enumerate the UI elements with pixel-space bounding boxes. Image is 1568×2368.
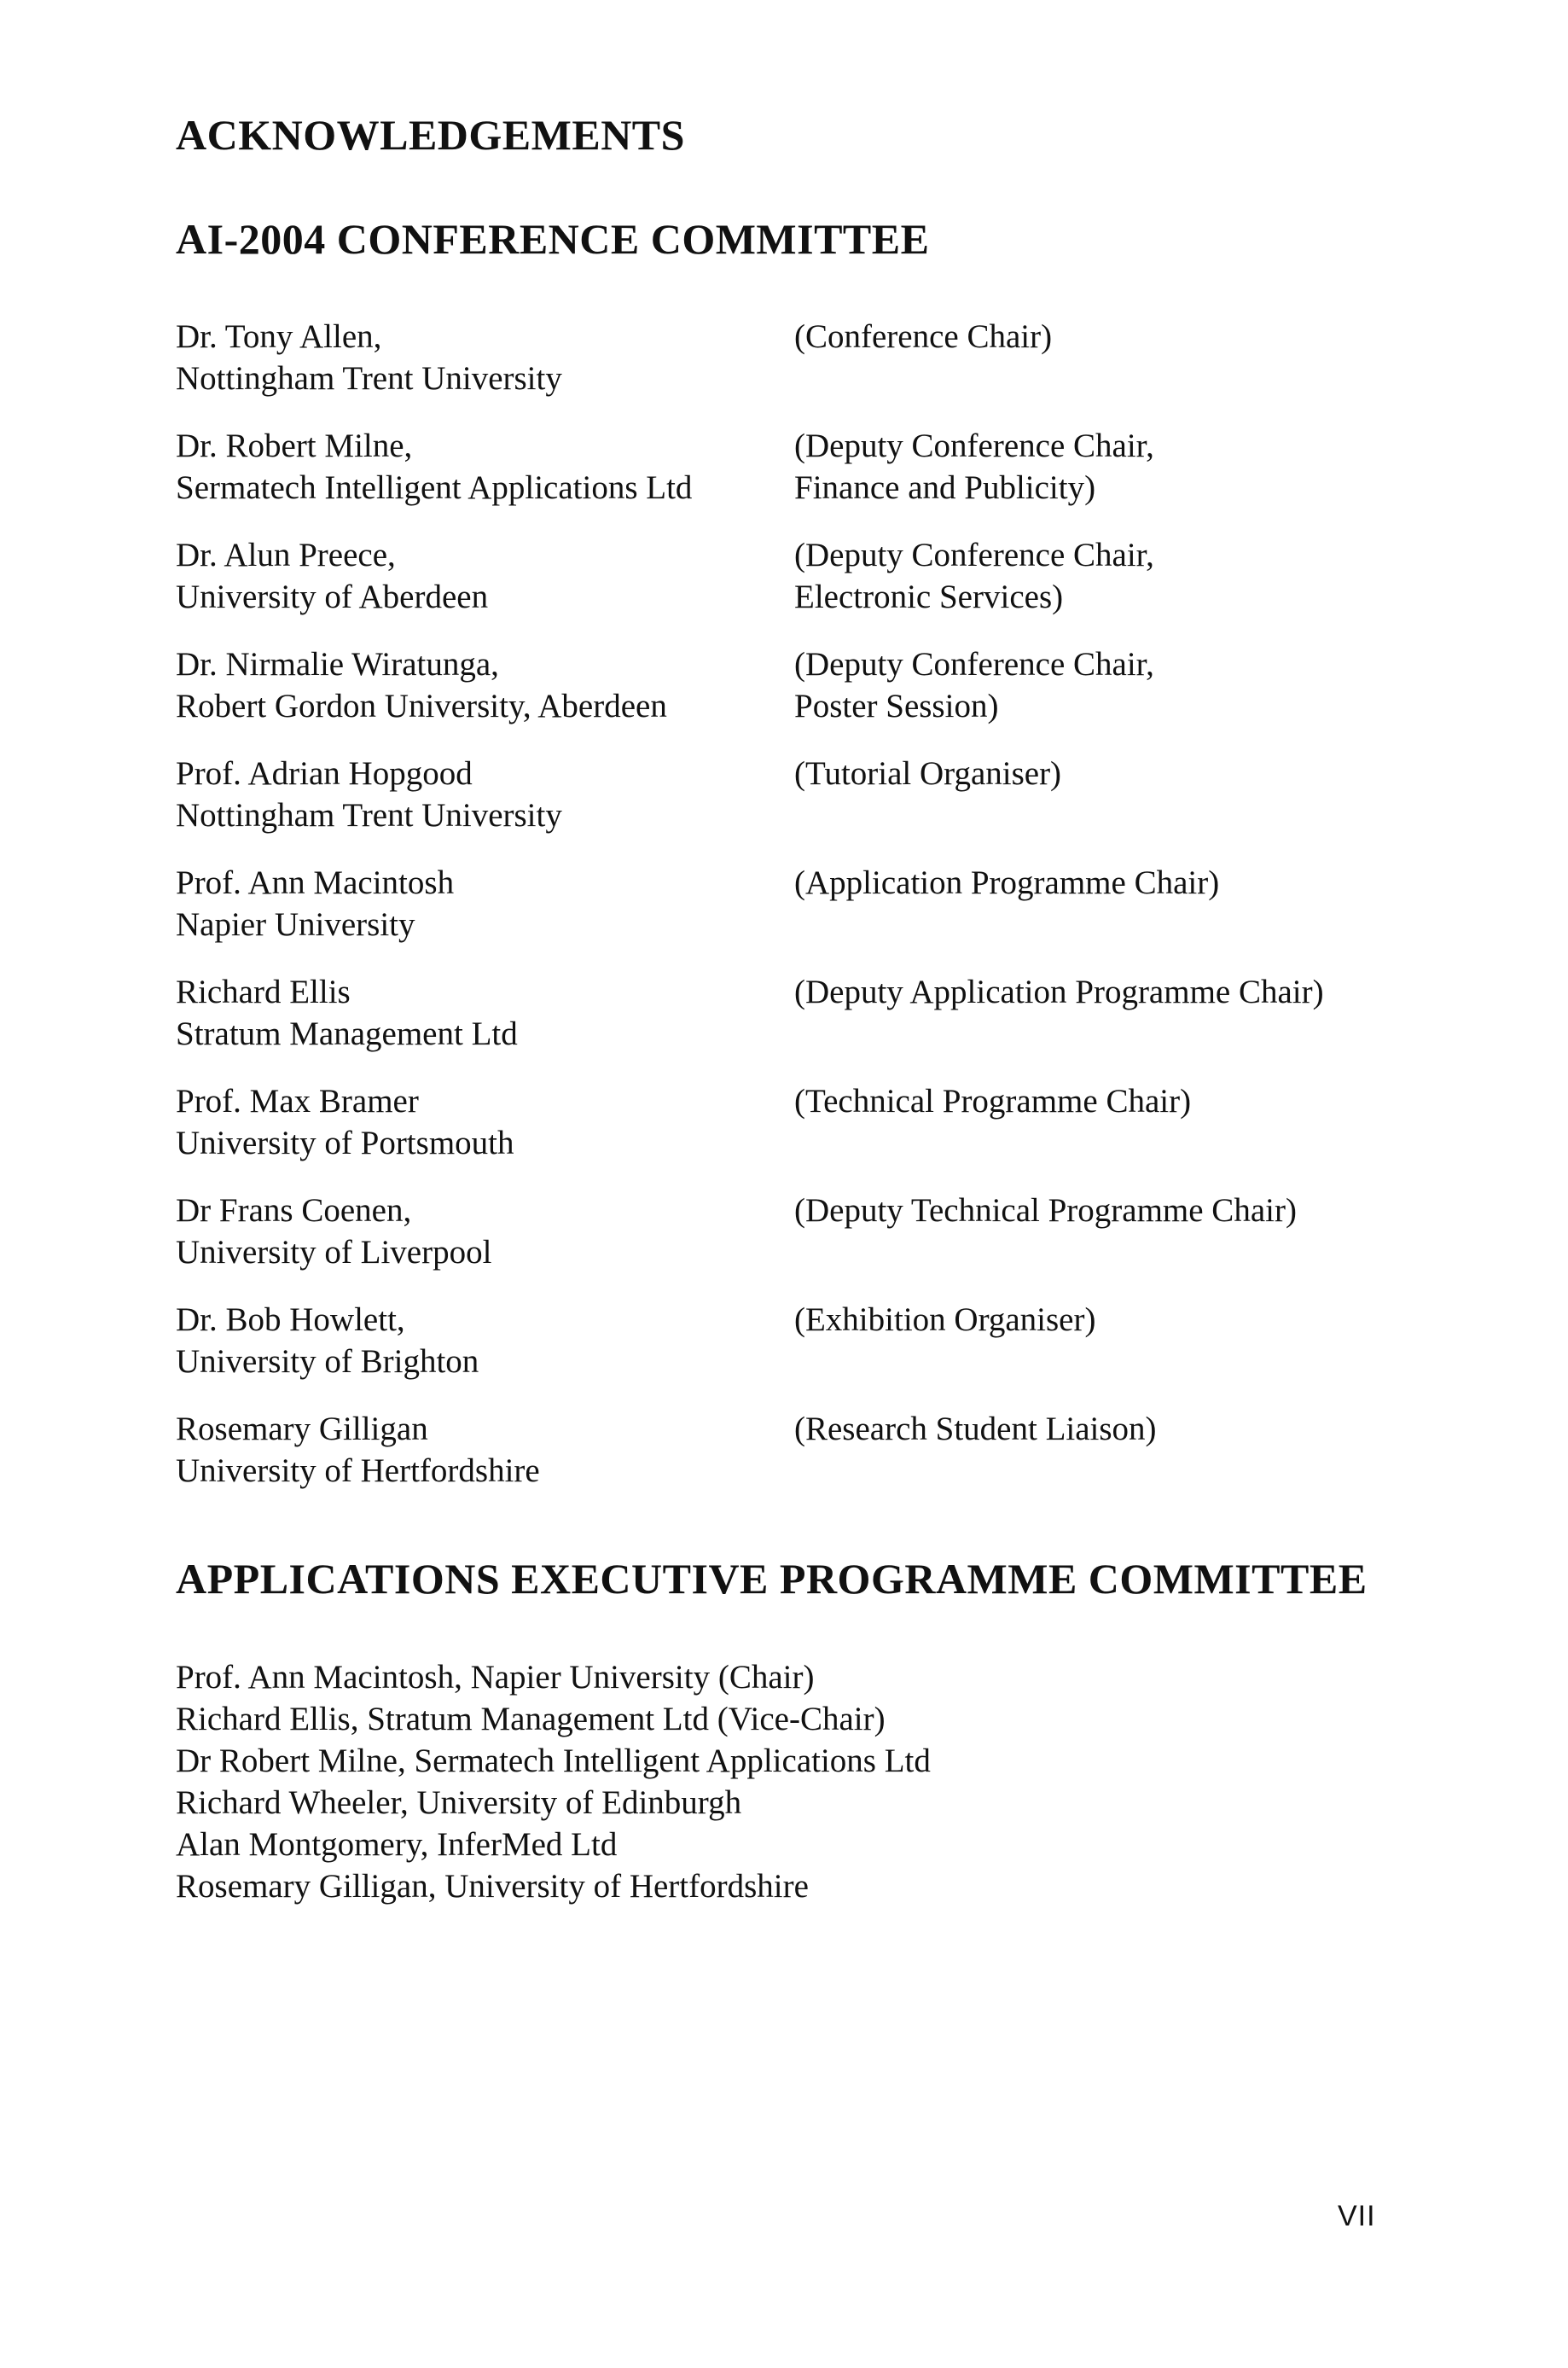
member-affiliation: University of Portsmouth xyxy=(176,1125,514,1161)
committee-member xyxy=(176,862,773,945)
committee-role xyxy=(794,316,1443,358)
member-affiliation: Napier University xyxy=(176,906,415,943)
committee-entry xyxy=(176,753,1455,847)
committee-entry xyxy=(176,1408,1455,1502)
role-line: (Deputy Conference Chair, xyxy=(794,428,1154,464)
committee-member xyxy=(176,971,773,1055)
member-name: Dr. Alun Preece, xyxy=(176,537,396,573)
role-line: (Exhibition Organiser) xyxy=(794,1301,1096,1338)
member-affiliation: Robert Gordon University, Aberdeen xyxy=(176,688,667,724)
committee-entry xyxy=(176,971,1455,1065)
committee-entry xyxy=(176,425,1455,519)
member-affiliation: University of Brighton xyxy=(176,1343,479,1380)
member-affiliation: Nottingham Trent University xyxy=(176,360,562,397)
role-line: Electronic Services) xyxy=(794,579,1064,615)
committee-entry xyxy=(176,316,1455,410)
role-line: (Deputy Application Programme Chair) xyxy=(794,974,1324,1010)
committee-member xyxy=(176,1299,773,1382)
role-line: (Deputy Conference Chair, xyxy=(794,537,1154,573)
member-name: Prof. Ann Macintosh xyxy=(176,864,455,901)
committee-role xyxy=(794,1080,1443,1122)
role-line: (Conference Chair) xyxy=(794,318,1053,355)
committee-member xyxy=(176,1080,773,1164)
member-name: Dr. Tony Allen, xyxy=(176,318,382,355)
list-item: Alan Montgomery, InferMed Ltd xyxy=(176,1826,618,1863)
committee-role xyxy=(794,425,1443,509)
list-item: Dr Robert Milne, Sermatech Intelligent Applications Ltd xyxy=(176,1743,931,1779)
role-line: Poster Session) xyxy=(794,688,999,724)
committee-role xyxy=(794,971,1443,1013)
role-line: (Tutorial Organiser) xyxy=(794,755,1062,792)
role-line: (Technical Programme Chair) xyxy=(794,1083,1192,1120)
committee-entry xyxy=(176,862,1455,956)
member-affiliation: Nottingham Trent University xyxy=(176,797,562,834)
committee-entry xyxy=(176,1080,1455,1174)
member-name: Prof. Adrian Hopgood xyxy=(176,755,473,792)
member-name: Richard Ellis xyxy=(176,974,351,1010)
committee-role xyxy=(794,534,1443,618)
committee-entry xyxy=(176,534,1455,628)
committee-entry xyxy=(176,1299,1455,1393)
member-name: Prof. Max Bramer xyxy=(176,1083,419,1120)
committee-role xyxy=(794,643,1443,727)
conference-committee-heading: AI-2004 CONFERENCE COMMITTEE xyxy=(176,215,930,263)
applications-committee-heading: APPLICATIONS EXECUTIVE PROGRAMME COMMITTEE xyxy=(176,1555,1368,1603)
applications-committee-list xyxy=(176,1656,1370,1907)
committee-entry xyxy=(176,643,1455,737)
role-line: Finance and Publicity) xyxy=(794,469,1096,506)
role-line: (Application Programme Chair) xyxy=(794,864,1220,901)
role-line: (Deputy Technical Programme Chair) xyxy=(794,1192,1297,1229)
committee-member xyxy=(176,316,773,399)
committee-member xyxy=(176,643,773,727)
member-name: Dr Frans Coenen, xyxy=(176,1192,412,1229)
committee-role xyxy=(794,1408,1443,1450)
member-affiliation: University of Hertfordshire xyxy=(176,1452,540,1489)
list-item: Richard Ellis, Stratum Management Ltd (Vice-Chair) xyxy=(176,1701,886,1737)
member-name: Dr. Nirmalie Wiratunga, xyxy=(176,646,499,683)
committee-member xyxy=(176,1190,773,1273)
role-line: (Deputy Conference Chair, xyxy=(794,646,1154,683)
committee-role xyxy=(794,753,1443,794)
list-item: Richard Wheeler, University of Edinburgh xyxy=(176,1784,742,1821)
member-affiliation: Sermatech Intelligent Applications Ltd xyxy=(176,469,693,506)
list-item: Rosemary Gilligan, University of Hertfordshire xyxy=(176,1868,809,1905)
role-line: (Research Student Liaison) xyxy=(794,1411,1157,1447)
committee-member xyxy=(176,425,773,509)
committee-member xyxy=(176,1408,773,1492)
member-name: Dr. Robert Milne, xyxy=(176,428,413,464)
acknowledgements-heading: ACKNOWLEDGEMENTS xyxy=(176,111,685,159)
committee-role xyxy=(794,1299,1443,1341)
committee-role xyxy=(794,862,1443,904)
member-name: Rosemary Gilligan xyxy=(176,1411,428,1447)
member-affiliation: University of Liverpool xyxy=(176,1234,492,1271)
committee-role xyxy=(794,1190,1443,1231)
member-affiliation: University of Aberdeen xyxy=(176,579,489,615)
member-affiliation: Stratum Management Ltd xyxy=(176,1015,518,1052)
committee-entry xyxy=(176,1190,1455,1283)
member-name: Dr. Bob Howlett, xyxy=(176,1301,405,1338)
page-number: VII xyxy=(1338,2200,1376,2232)
list-item: Prof. Ann Macintosh, Napier University (Chair) xyxy=(176,1659,815,1696)
committee-member xyxy=(176,753,773,836)
committee-member xyxy=(176,534,773,618)
